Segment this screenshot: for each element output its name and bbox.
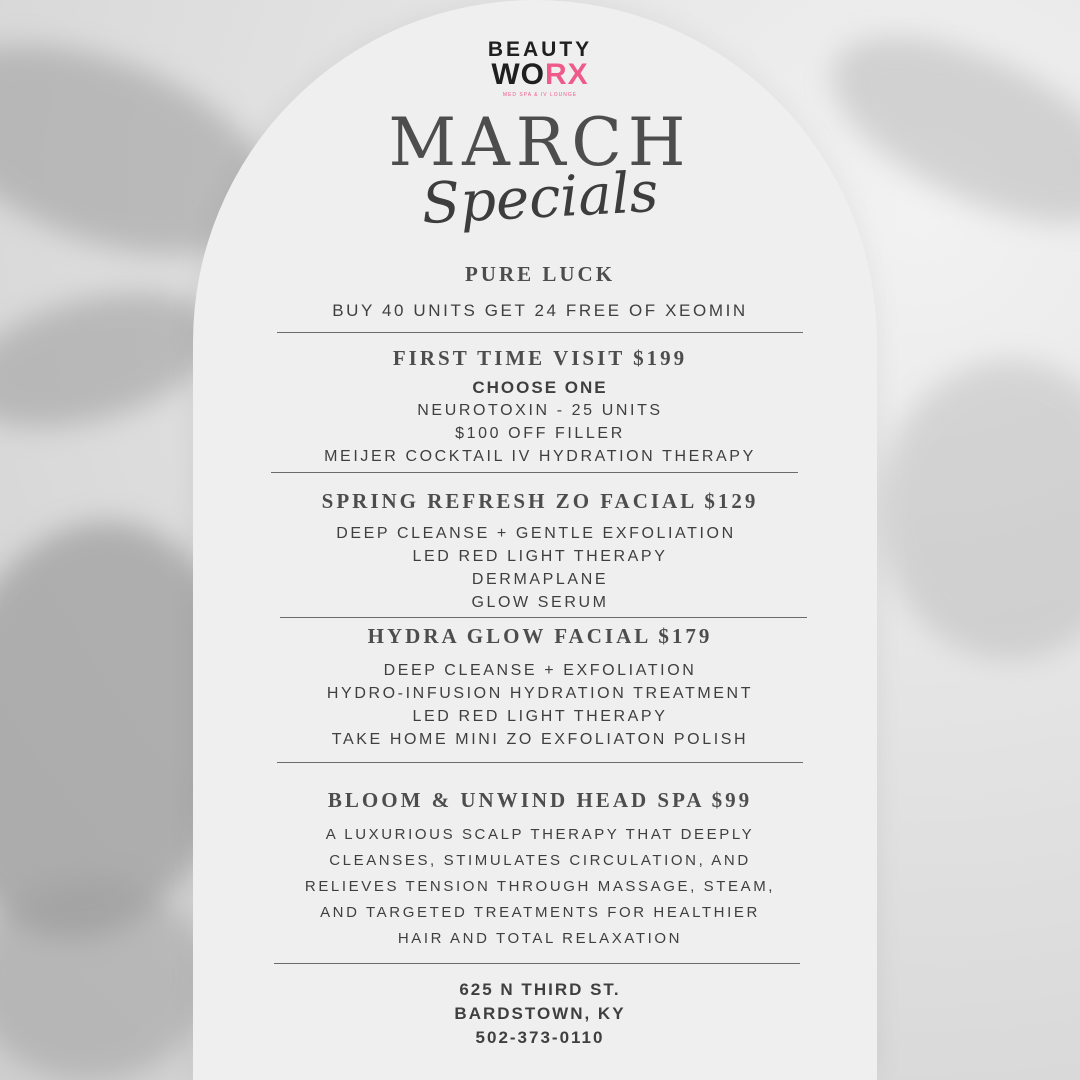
special-line: DEEP CLEANSE + EXFOLIATION: [383, 662, 697, 679]
address-city: BARDSTOWN, KY: [454, 1004, 626, 1023]
title-month: MARCH: [388, 104, 692, 181]
divider: [277, 762, 803, 763]
special-line: MEIJER COCKTAIL IV HYDRATION THERAPY: [324, 448, 756, 465]
special-line: LED RED LIGHT THERAPY: [412, 548, 668, 565]
special-heading: SPRING REFRESH ZO FACIAL $129: [321, 489, 759, 513]
divider: [274, 963, 800, 964]
special-line: AND TARGETED TREATMENTS FOR HEALTHIER: [320, 904, 760, 921]
special-heading: BLOOM & UNWIND HEAD SPA $99: [327, 788, 753, 812]
special-line: NEUROTOXIN - 25 UNITS: [417, 402, 663, 419]
special-line: LED RED LIGHT THERAPY: [412, 708, 668, 725]
logo-rx: RX: [544, 58, 589, 91]
special-line: RELIEVES TENSION THROUGH MASSAGE, STEAM,: [304, 878, 776, 895]
special-line: CLEANSES, STIMULATES CIRCULATION, AND: [329, 852, 751, 869]
special-line: BUY 40 UNITS GET 24 FREE OF XEOMIN: [332, 301, 748, 320]
divider: [277, 332, 803, 333]
logo-line-2: [0, 58, 1080, 92]
special-line: HAIR AND TOTAL RELAXATION: [397, 930, 683, 947]
special-subheading: CHOOSE ONE: [472, 378, 608, 397]
special-line: DERMAPLANE: [471, 571, 609, 588]
phone-number: 502-373-0110: [475, 1028, 605, 1047]
special-heading: HYDRA GLOW FACIAL $179: [367, 624, 713, 648]
divider: [280, 617, 807, 618]
special-line: DEEP CLEANSE + GENTLE EXFOLIATION: [336, 525, 736, 542]
title-script: Specials: [420, 159, 660, 238]
address-street: 625 N THIRD ST.: [459, 980, 621, 999]
special-line: TAKE HOME MINI ZO EXFOLIATON POLISH: [331, 731, 749, 748]
special-line: HYDRO-INFUSION HYDRATION TREATMENT: [326, 685, 754, 702]
logo-tagline: MED SPA & IV LOUNGE: [502, 92, 578, 98]
special-line: $100 OFF FILLER: [455, 425, 625, 442]
special-line: GLOW SERUM: [471, 594, 609, 611]
special-heading: PURE LUCK: [464, 262, 616, 286]
special-line: A LUXURIOUS SCALP THERAPY THAT DEEPLY: [325, 826, 755, 843]
divider: [271, 472, 798, 473]
special-heading: FIRST TIME VISIT $199: [392, 346, 688, 370]
logo-wo: WO: [491, 58, 545, 91]
logo-line-1: BEAUTY: [487, 38, 593, 61]
